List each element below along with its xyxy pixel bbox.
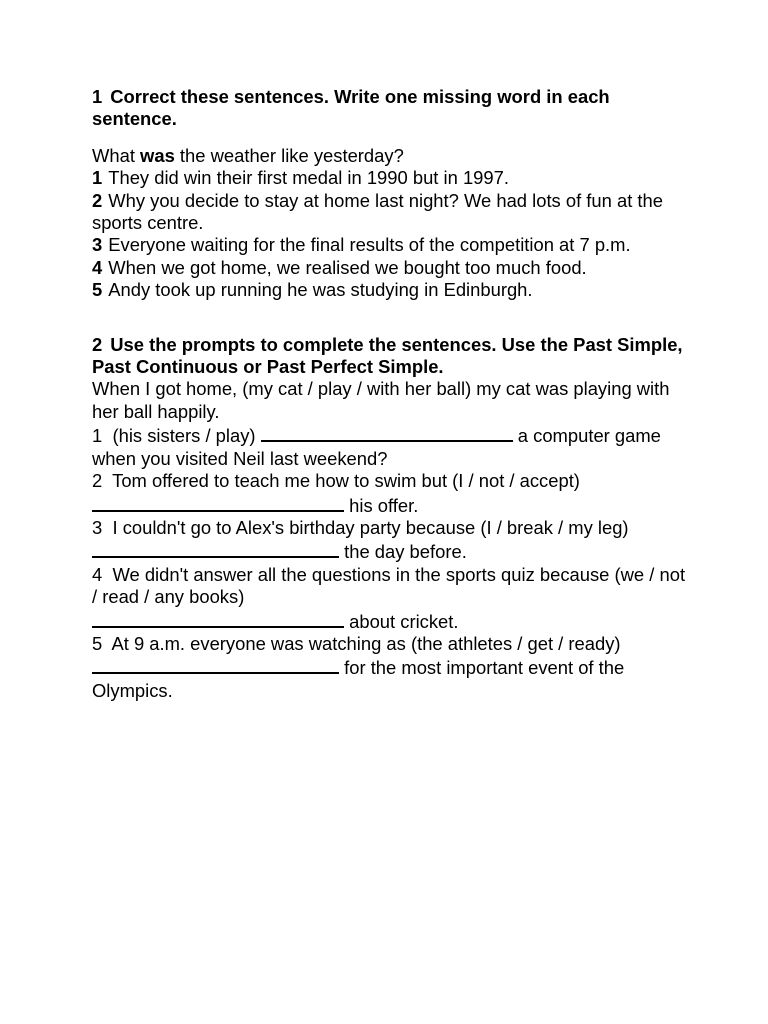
item-number: 1	[92, 167, 103, 189]
exercise-2-item	[92, 423, 692, 470]
exercise-2-heading	[92, 334, 692, 379]
exercise-1-item	[92, 279, 692, 301]
exercise-2-item	[92, 564, 692, 633]
item-continuation: a computer game when you visited Neil last weekend?	[92, 425, 661, 469]
example-text-after: the weather like yesterday?	[174, 144, 404, 166]
item-text: Everyone waiting for the final results of the competition at 7 p.m.	[108, 234, 631, 256]
exercise-1-item	[92, 190, 692, 235]
answer-blank[interactable]	[261, 423, 513, 442]
item-number: 5	[92, 279, 103, 301]
answer-blank[interactable]	[92, 609, 344, 628]
item-text: Andy took up running he was studying in Edinburgh.	[108, 279, 533, 301]
item-number: 1	[92, 425, 103, 447]
worksheet	[92, 86, 692, 702]
answer-blank[interactable]	[92, 539, 339, 558]
item-prompt: We didn't answer all the questions in the sports quiz because (we / not / read / any books)	[92, 563, 686, 608]
exercise-1-item	[92, 167, 692, 189]
exercise-1-example	[92, 145, 692, 167]
item-number: 3	[92, 234, 103, 256]
answer-blank[interactable]	[92, 493, 344, 512]
exercise-1-item	[92, 234, 692, 256]
item-prompt: (his sisters / play)	[112, 425, 256, 447]
item-number: 2	[92, 189, 103, 211]
example-bold-word: was	[140, 144, 175, 166]
item-number: 3	[92, 516, 103, 538]
item-continuation: his offer.	[349, 494, 419, 516]
item-text: They did win their first medal in 1990 but in 1997.	[108, 167, 509, 189]
item-number: 4	[92, 256, 103, 278]
exercise-2-item	[92, 517, 692, 564]
exercise-1-item	[92, 257, 692, 279]
item-text: When we got home, we realised we bought too much food.	[108, 256, 587, 278]
item-number: 4	[92, 563, 103, 585]
exercise-2-number: 2	[92, 333, 103, 355]
item-prompt: I couldn't go to Alex's birthday party because (I / break / my leg)	[112, 516, 629, 538]
item-continuation: for the most important event of the Olympics.	[92, 657, 625, 701]
exercise-2-item	[92, 633, 692, 702]
exercise-1-heading	[92, 86, 692, 131]
item-text: Why you decide to stay at home last night? We had lots of fun at the sports centre.	[92, 189, 663, 234]
item-continuation: the day before.	[344, 541, 467, 563]
item-continuation: about cricket.	[349, 610, 459, 632]
exercise-2-example: When I got home, (my cat / play / with her ball) my cat was playing with her ball happily.	[92, 378, 670, 422]
item-number: 5	[92, 632, 103, 654]
item-prompt: At 9 a.m. everyone was watching as (the athletes / get / ready)	[111, 632, 621, 654]
item-prompt: Tom offered to teach me how to swim but (I / not / accept)	[112, 470, 580, 492]
answer-blank[interactable]	[92, 655, 339, 674]
exercise-1-title: Correct these sentences. Write one missing word in each sentence.	[92, 86, 610, 130]
exercise-2-title: Use the prompts to complete the sentences. Use the Past Simple, Past Continuous or Past Perfect Simple.	[92, 333, 683, 378]
example-text-before: What	[92, 144, 141, 166]
exercise-2-item	[92, 470, 692, 517]
item-number: 2	[92, 470, 103, 492]
exercise-1-number: 1	[92, 86, 103, 107]
